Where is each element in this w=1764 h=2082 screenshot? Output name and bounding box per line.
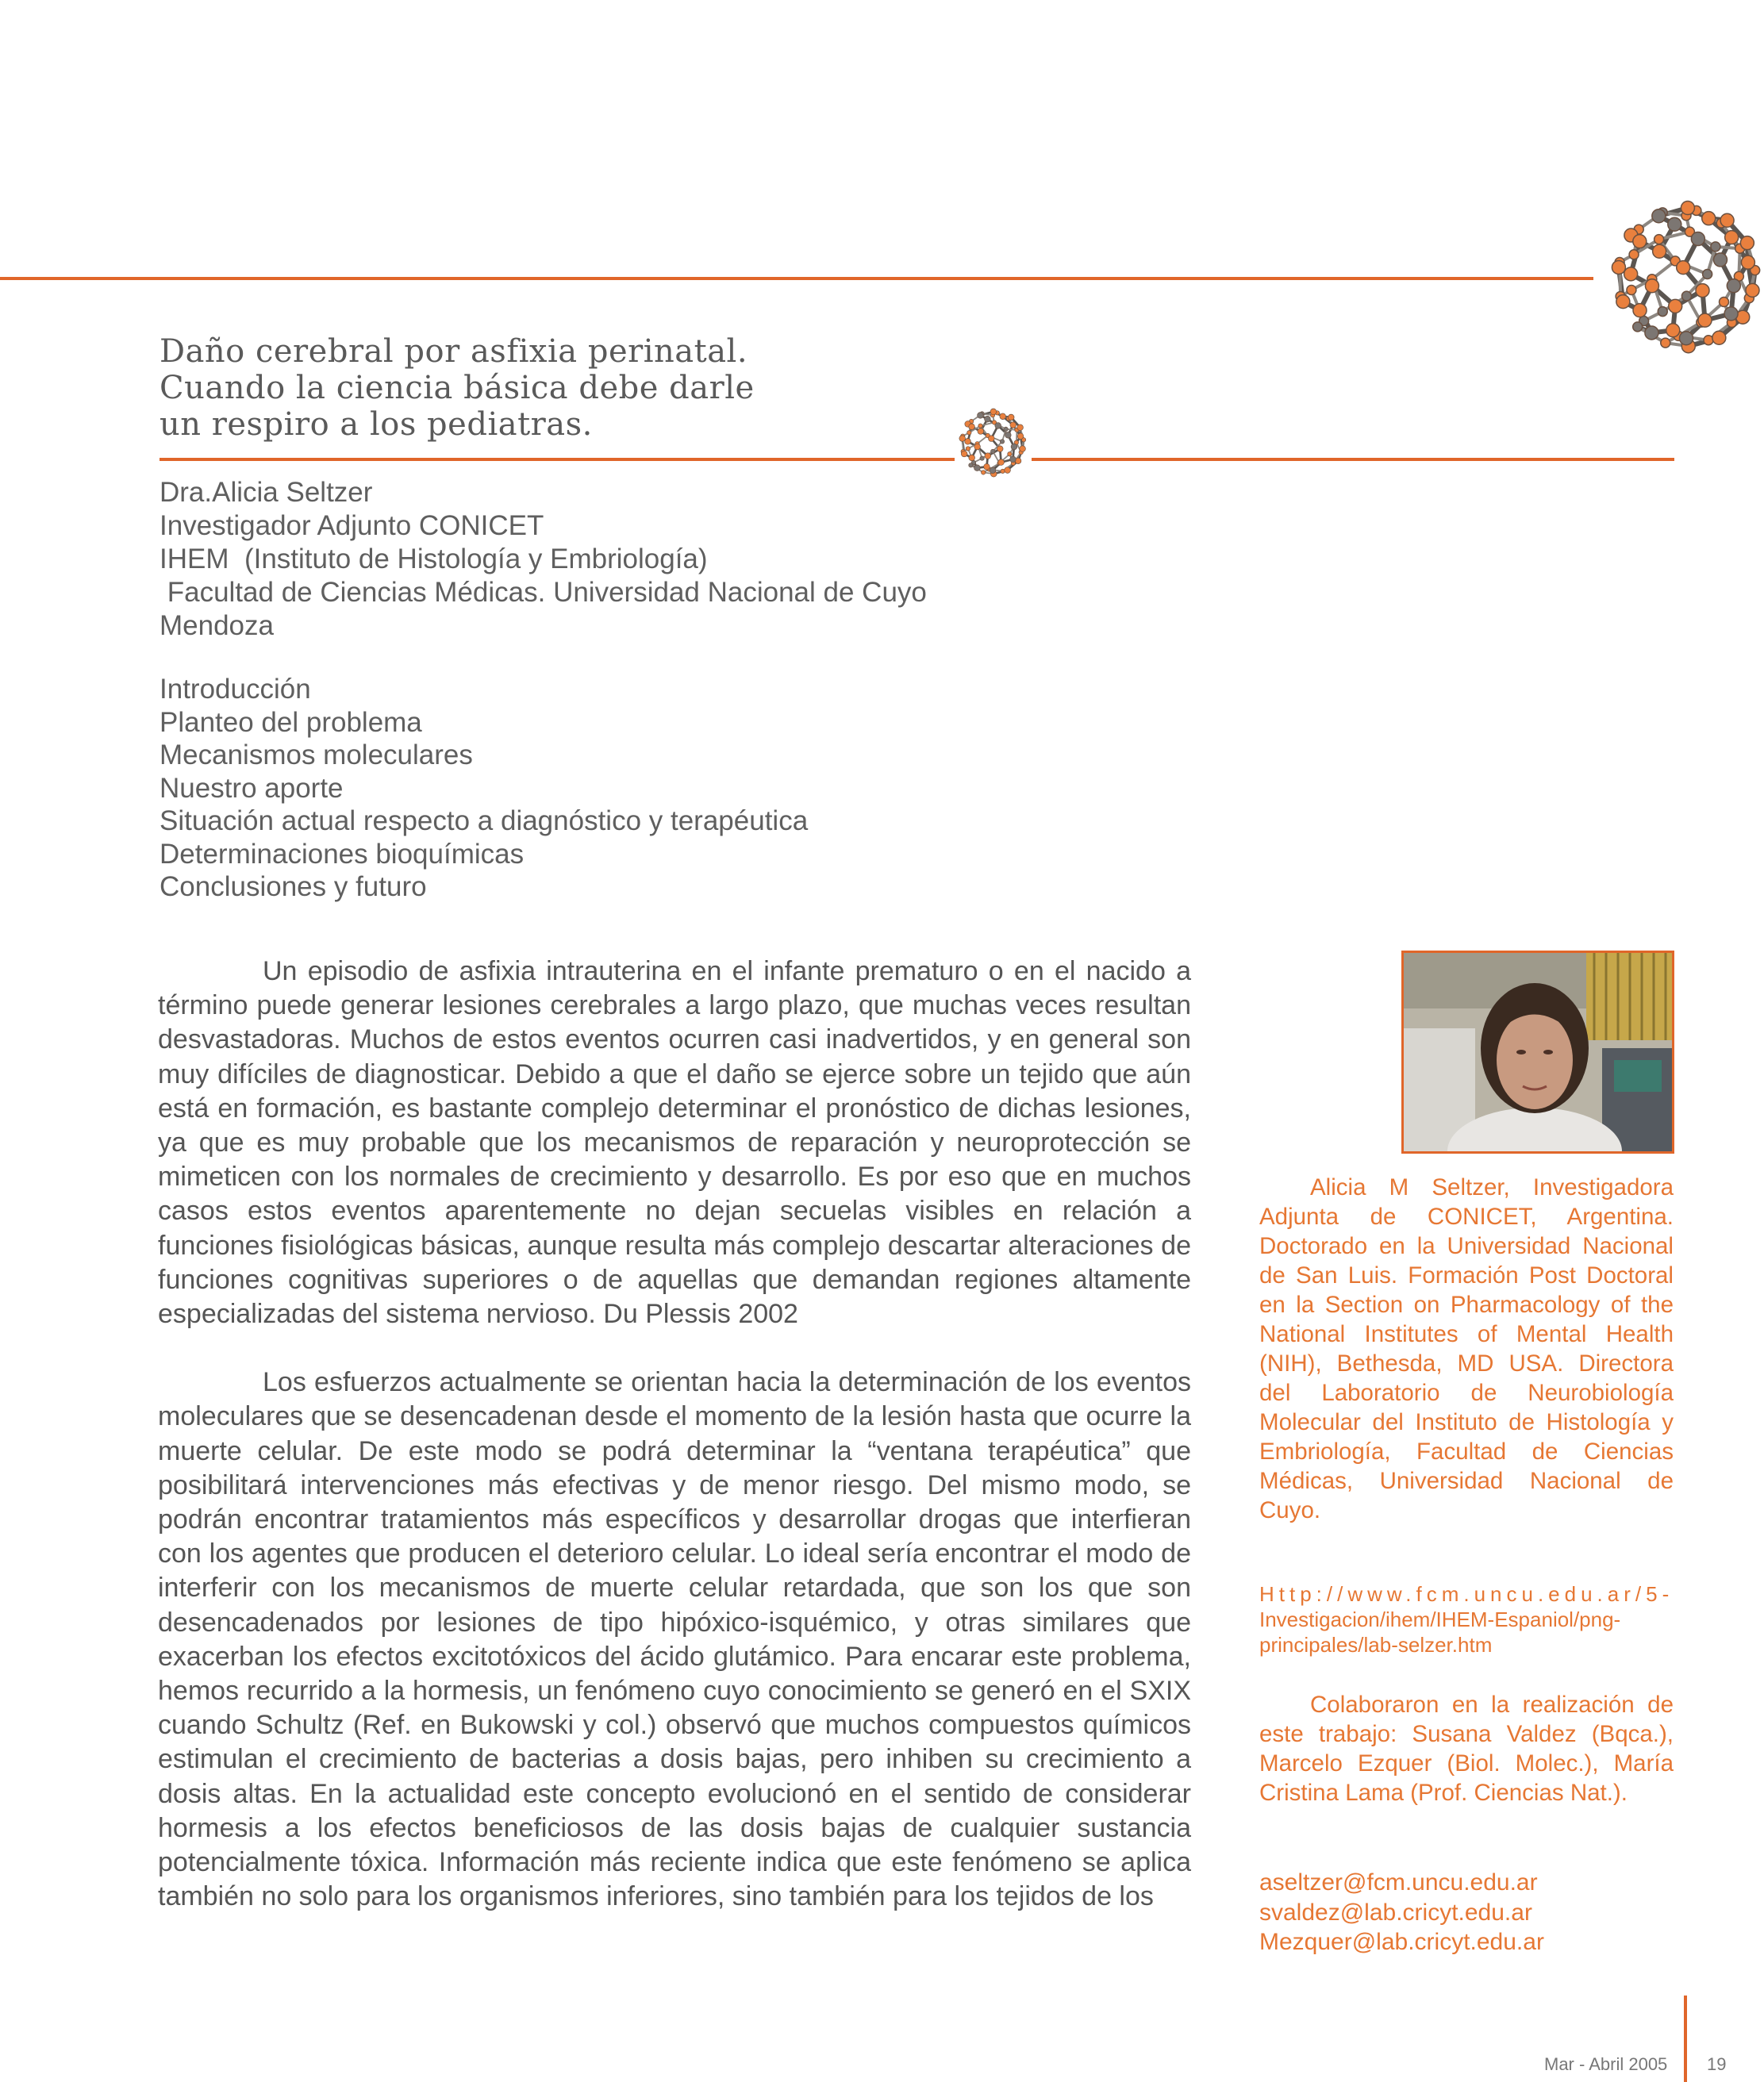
page-number: 19 [1707,2054,1727,2074]
footer-date: Mar - Abril 2005 [1544,2054,1668,2074]
url-line[interactable]: Investigacion/ihem/IHEM-Espaniol/png- [1259,1608,1621,1631]
contact-emails [1259,1868,1544,1957]
collaborators-note [1259,1690,1674,1807]
collaborators-text: Colaboraron en la realización de este trabajo: Susana Valdez (Bqca.), Marcelo Ezquer (Biol. Molec.), María Cristina Lama (Prof. Ciencias Nat.). [1259,1692,1674,1806]
title-line: Daño cerebral por asfixia perinatal. [159,333,748,370]
article-body [158,955,1191,1948]
toc-item: Mecanismos moleculares [159,739,473,770]
author-institute: IHEM (Instituto de Histología y Embriología) [159,544,708,574]
author-bio [1259,1173,1674,1525]
author-photo-image [1404,953,1672,1151]
lab-url[interactable] [1259,1581,1674,1658]
title-rule-left [159,458,955,461]
title-line: Cuando la ciencia básica debe darle [159,370,755,406]
email-link[interactable]: Mezquer@lab.cricyt.edu.ar [1259,1929,1544,1955]
email-link[interactable]: svaldez@lab.cricyt.edu.ar [1259,1899,1532,1926]
top-rule [0,277,1593,280]
author-faculty: Facultad de Ciencias Médicas. Universidad Nacional de Cuyo [159,577,927,608]
title-rule-right [1032,458,1674,461]
author-name: Dra.Alicia Seltzer [159,477,373,508]
footer-rule [1684,1996,1687,2082]
author-position: Investigador Adjunto CONICET [159,510,544,541]
author-block [159,476,1112,643]
toc-item: Planteo del problema [159,706,422,738]
toc-item: Determinaciones bioquímicas [159,838,525,870]
toc-item: Introducción [159,674,311,705]
toc-item: Conclusiones y futuro [159,871,427,902]
title-line: un respiro a los pediatras. [159,406,593,443]
email-link[interactable]: aseltzer@fcm.uncu.edu.ar [1259,1869,1538,1896]
body-paragraph: Los esfuerzos actualmente se orientan hacia la determinación de los eventos moleculares que se desencadenan desde el momento de la lesión hasta que ocurre la muerte celular. De este modo se podrá determinar la “ventana terapéutica” que posibilitará intervenciones más efectivas y de menor riesgo. Del mismo modo, se podrán encontrar tratamientos más específicos y desarrollar drogas que interfieran con los agentes que producen el deterioro celular. Lo ideal sería encontrar el modo de interferir con los mecanismos de muerte celular retardada, que son los que son desencadenados por lesiones de tipo hipóxico-isquémico, y otras similares que exacerban los efectos excitotóxicos del ácido glutámico. Para encarar este problema, hemos recurrido a la hormesis, un fenómeno cuyo conocimiento se generó en el SXIX cuando Schultz (Ref. en Bukowski y col.) observó que muchos compuestos químicos estimulan el crecimiento de bacterias a dosis bajas, pero inhiben su crecimiento a dosis altas. En la actualidad este concepto evolucionó en el sentido de considerar hormesis a los efectos beneficiosos de las dosis bajas de cualquier sustancia potencialmente tóxica. Información más reciente indica que este fenómeno se aplica también no solo para los organismos inferiores, sino también para los tejidos de los [158,1367,1191,1912]
body-paragraph: Un episodio de asfixia intrauterina en el infante prematuro o en el nacido a término puede generar lesiones cerebrales a largo plazo, que muchas veces resultan desvastadoras. Muchos de estos eventos ocurren casi inadvertidos, y en general son muy difíciles de diagnosticar. Debido a que el daño se ejerce sobre un tejido que aún está en formación, es bastante complejo determinar el pronóstico de dichas lesiones, ya que es muy probable que los mecanismos de reparación y neuroprotección se mimeticen con los normales de crecimiento y desarrollo. Es por eso que en muchos casos estos eventos aparentemente no dejan secuelas visibles en relación a funciones fisiológicas básicas, aunque resulta más complejo descartar alteraciones de funciones cognitivas superiores o de aquellas que demandan regiones altamente especializadas del sistema nervioso. Du Plessis 2002 [158,956,1191,1330]
url-line[interactable]: principales/lab-selzer.htm [1259,1633,1493,1657]
toc-item: Situación actual respecto a diagnóstico y terapéutica [159,805,809,836]
table-of-contents [159,673,1112,904]
author-photo [1401,951,1674,1154]
url-line[interactable]: Http://www.fcm.uncu.edu.ar/5- [1259,1582,1674,1606]
molecule-large-icon [1607,198,1764,356]
author-city: Mendoza [159,610,274,641]
article-title [159,333,993,443]
toc-item: Nuestro aporte [159,772,344,804]
bio-text: Alicia M Seltzer, Investigadora Adjunta de CONICET, Argentina. Doctorado en la Universidad Nacional de San Luis. Formación Post Doctoral en la Section on Pharmacology of the National Institutes of Mental Health (NIH), Bethesda, MD USA. Directora del Laboratorio de Neurobiología Molecular del Instituto de Histología y Embriología, Facultad de Ciencias Médicas, Universidad Nacional de Cuyo. [1259,1174,1674,1523]
